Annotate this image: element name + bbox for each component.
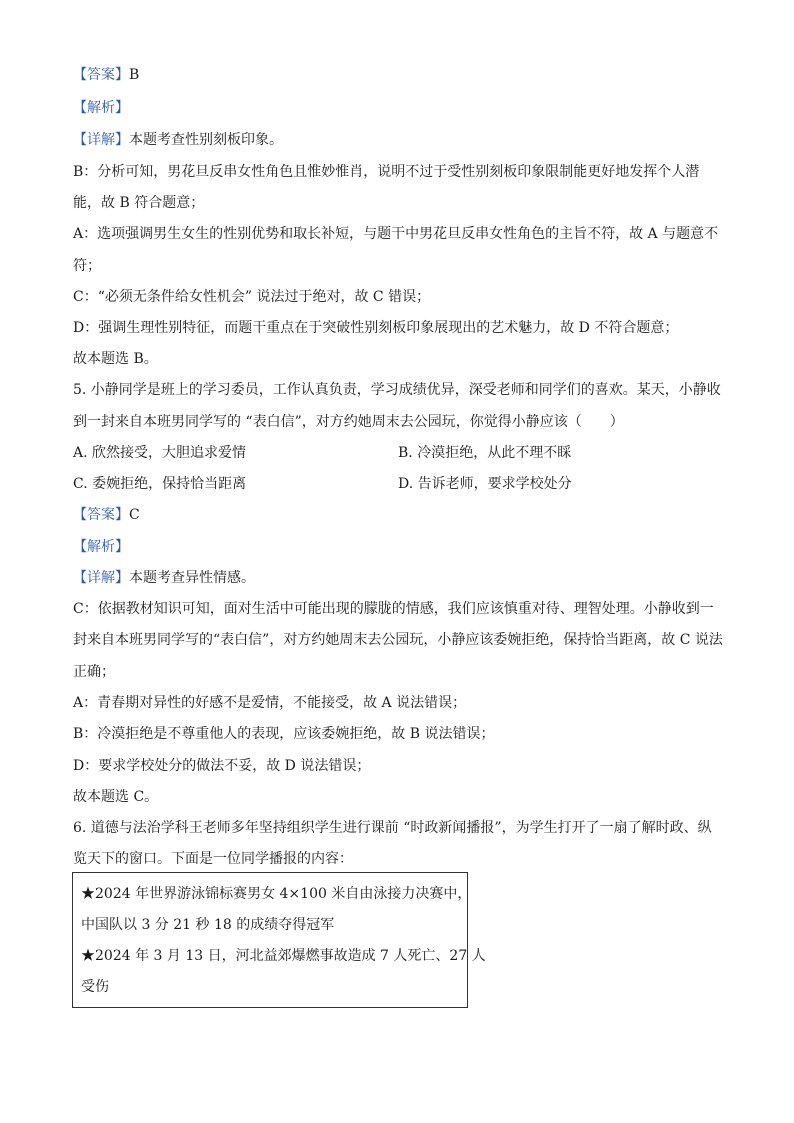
q5-stem-line2: 到一封来自本班男同学写的 “表白信”，对方约她周末去公园玩，你觉得小静应该（ ） (73, 414, 624, 430)
q4-b-line2: 能，故 B 符合题意； (73, 195, 205, 211)
news-line-3: ★2024 年 3 月 13 日，河北益郊爆燃事故造成 7 人死亡、27 人 (81, 948, 486, 964)
q4-d-line: D：强调生理性别特征，而题干重点在于突破性别刻板印象展现出的艺术魅力，故 D 不符合题意； (73, 320, 679, 336)
detail-intro: 本题考查性别刻板印象。 (129, 132, 283, 148)
detail-intro: 本题考查异性情感。 (129, 570, 255, 586)
q5-c-line2: 封来自本班男同学写的“表白信”，对方约她周末去公园玩，小静应该委婉拒绝，保持恰当距离，故 C 说法 (73, 632, 723, 648)
news-line-1: ★2024 年世界游泳锦标赛男女 4×100 米自由泳接力决赛中， (81, 886, 472, 902)
q4-a-line2: 符； (73, 258, 101, 274)
q5-option-d: D. 告诉老师，要求学校处分 (398, 476, 572, 492)
answer-tag: 【答案】 (73, 507, 129, 523)
q5-conclusion: 故本题选 C。 (73, 789, 159, 805)
answer-value: B (129, 67, 140, 83)
answer-value: C (129, 507, 140, 523)
news-line-2: 中国队以 3 分 21 秒 18 的成绩夺得冠军 (81, 917, 335, 933)
q4-b-line1: B：分析可知，男花旦反串女性角色且惟妙惟肖，说明不过于受性别刻板印象限制能更好地发挥个人潜 (73, 164, 700, 180)
q5-stem-line1: 5. 小静同学是班上的学习委员，工作认真负责，学习成绩优异，深受老师和同学们的喜欢。某天，小静收 (73, 382, 721, 398)
detail-tag: 【详解】 (73, 570, 129, 586)
q5-option-a: A. 欣然接受，大胆追求爱情 (73, 445, 247, 461)
q4-c-line: C：“必须无条件给女性机会” 说法过于绝对，故 C 错误； (73, 289, 431, 305)
q5-d-line: D：要求学校处分的做法不妥，故 D 说法错误； (73, 758, 371, 774)
q5-b-line: B：冷漠拒绝是不尊重他人的表现，应该委婉拒绝，故 B 说法错误； (73, 726, 495, 742)
q5-detail-line (73, 568, 733, 588)
news-box (72, 872, 486, 1008)
q5-answer-line (73, 505, 733, 525)
detail-tag: 【详解】 (73, 132, 129, 148)
q4-conclusion: 故本题选 B。 (73, 351, 158, 367)
q4-a-line1: A：选项强调男生女生的性别优势和取长补短，与题干中男花旦反串女性角色的主旨不符，故 A 与题意不 (73, 226, 719, 242)
news-line-4: 受伤 (81, 979, 109, 995)
q5-analysis-tag: 【解析】 (73, 539, 129, 555)
q5-option-c: C. 委婉拒绝，保持恰当距离 (73, 476, 247, 492)
q5-option-b: B. 冷漠拒绝，从此不理不睬 (398, 445, 572, 461)
q6-stem-line2: 览天下的窗口。下面是一位同学播报的内容： (73, 851, 353, 867)
q5-c-line1: C：依据教材知识可知，面对生活中可能出现的朦胧的情感，我们应该慎重对待、理智处理。小静收到一 (73, 601, 714, 617)
q4-answer-line (73, 65, 733, 85)
q4-detail-line (73, 130, 733, 150)
q6-stem-line1: 6. 道德与法治学科王老师多年坚持组织学生进行课前 “时政新闻播报”，为学生打开了一扇了解时政、纵 (73, 820, 712, 836)
q5-c-line3: 正确； (73, 664, 115, 680)
answer-tag: 【答案】 (73, 67, 129, 83)
q4-analysis-tag: 【解析】 (73, 100, 129, 116)
q5-a-line: A：青春期对异性的好感不是爱情，不能接受，故 A 说法错误； (73, 695, 467, 711)
